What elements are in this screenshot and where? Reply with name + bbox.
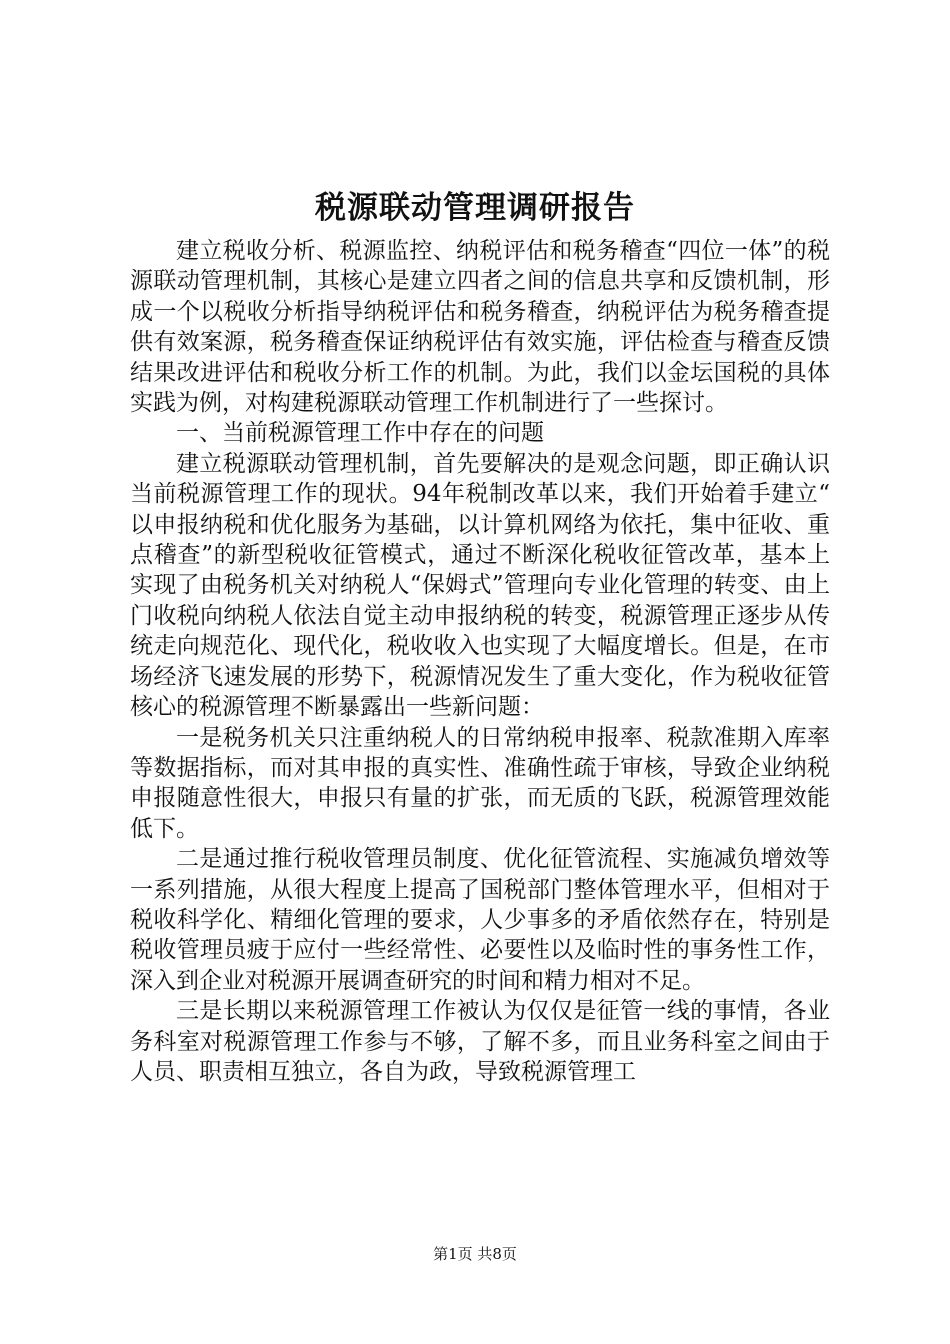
document-body (130, 236, 830, 1087)
page-number-footer: 第1页 共8页 (433, 1245, 517, 1263)
paragraph-current-state: 建立税源联动管理机制，首先要解决的是观念问题，即正确认识当前税源管理工作的现状。94年税制改革以来，我们开始着手建立“以申报纳税和优化服务为基础，以计算机网络为依托，集中征收、重点稽查”的新型税收征管模式，通过不断深化税收征管改革，基本上实现了由税务机关对纳税人“保姆式”管理向专业化管理的转变、由上门收税向纳税人依法自觉主动申报纳税的转变，税源管理正逐步从传统走向规范化、现代化，税收收入也实现了大幅度增长。但是，在市场经济飞速发展的形势下，税源情况发生了重大变化，作为税收征管核心的税源管理不断暴露出一些新问题： (130, 450, 830, 721)
paragraph-problem-1: 一是税务机关只注重纳税人的日常纳税申报率、税款准期入库率等数据指标，而对其申报的真实性、准确性疏于审核，导致企业纳税申报随意性很大，申报只有量的扩张，而无质的飞跃，税源管理效能低下。 (130, 724, 830, 842)
section-heading-1: 一、当前税源管理工作中存在的问题 (176, 420, 544, 447)
document-title: 税源联动管理调研报告 (315, 190, 635, 226)
paragraph-problem-2: 二是通过推行税收管理员制度、优化征管流程、实施减负增效等一系列措施，从很大程度上提高了国税部门整体管理水平，但相对于税收科学化、精细化管理的要求，人少事多的矛盾依然存在，特别是税收管理员疲于应付一些经常性、必要性以及临时性的事务性工作，深入到企业对税源开展调查研究的时间和精力相对不足。 (130, 846, 830, 994)
paragraph-intro: 建立税收分析、税源监控、纳税评估和税务稽查“四位一体”的税源联动管理机制，其核心是建立四者之间的信息共享和反馈机制，形成一个以税收分析指导纳税评估和税务稽查，纳税评估为税务稽查提供有效案源，税务稽查保证纳税评估有效实施，评估检查与稽查反馈结果改进评估和税收分析工作的机制。为此，我们以金坛国税的具体实践为例，对构建税源联动管理工作机制进行了一些探讨。 (130, 238, 830, 417)
paragraph-problem-3: 三是长期以来税源管理工作被认为仅仅是征管一线的事情，各业务科室对税源管理工作参与不够，了解不多，而且业务科室之间由于人员、职责相互独立，各自为政，导致税源管理工 (130, 998, 830, 1085)
